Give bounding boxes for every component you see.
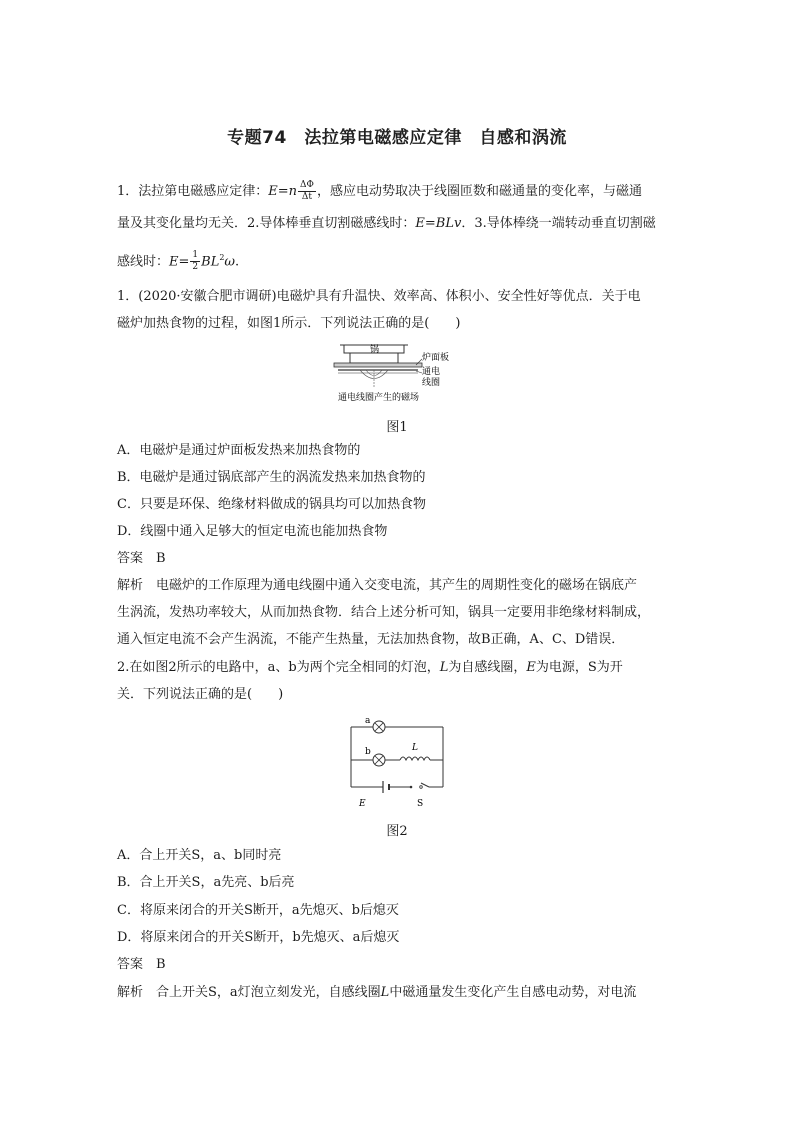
figure-label-panel: 炉面板 <box>422 353 450 363</box>
q2-stem-line-1 <box>117 659 623 677</box>
figure-1-induction-cooker <box>330 343 460 403</box>
figure-label-coil: 通电 <box>422 367 441 377</box>
q2-option-d: D．将原来闭合的开关S断开，b先熄灭、a后熄灭 <box>117 930 400 945</box>
formula: E=BLv <box>415 216 462 231</box>
q1-option-b: B．电磁炉是通过锅底部产生的涡流发热来加热食物的 <box>117 470 426 485</box>
figure-1-caption: 图1 <box>386 420 408 435</box>
summary-text: . <box>235 254 240 270</box>
summary-text: 量及其变化量均无关．2.导体棒垂直切割磁感线时： <box>117 216 416 231</box>
summary-text: ．3.导体棒绕一端转动垂直切割磁 <box>461 216 656 231</box>
fraction-denominator: Δt <box>301 192 313 202</box>
symbol-L: L <box>439 660 449 675</box>
summary-text: 感线时： <box>117 254 170 270</box>
summary-line-1 <box>117 180 642 203</box>
q2-stem-text: 2.在如图2所示的电路中，a、b为两个完全相同的灯泡， <box>117 660 440 675</box>
q2-stem-text: 为自感线圈， <box>448 660 527 675</box>
summary-line-2 <box>117 215 656 233</box>
label-b: b <box>365 747 371 757</box>
symbol-E: E <box>526 660 536 675</box>
fraction-denominator: 2 <box>192 262 199 273</box>
label-S: S <box>417 799 424 809</box>
q2-analysis-text: 解析 合上开关S，a灯泡立刻发光，自感线圈 <box>117 985 381 1000</box>
symbol-L: L <box>380 985 390 1000</box>
q2-analysis-line-1 <box>117 984 636 1002</box>
q1-analysis-line-2: 生涡流，发热功率较大，从而加热食物．结合上述分析可知，锅具一定要用非绝缘材料制成， <box>117 605 651 620</box>
q1-option-d: D．线圈中通入足够大的恒定电流也能加热食物 <box>117 524 388 539</box>
fraction <box>190 250 200 273</box>
label-E: E <box>359 799 366 809</box>
label-L: L <box>412 743 418 753</box>
figure-label-field: 通电线圈产生的磁场 <box>338 393 420 403</box>
fraction-numerator: ΔΦ <box>300 180 314 190</box>
figure-2-caption: 图2 <box>386 824 408 839</box>
q2-option-a: A．合上开关S，a、b同时亮 <box>117 848 282 863</box>
summary-line-3 <box>117 249 239 273</box>
q1-stem-line-2: 磁炉加热食物的过程，如图1所示．下列说法正确的是( ) <box>117 316 461 331</box>
page-title: 专题74 法拉第电磁感应定律 自感和涡流 <box>227 128 567 148</box>
fraction-numerator: 1 <box>192 250 199 261</box>
q1-option-c: C．只要是环保、绝缘材料做成的锅具均可以加热食物 <box>117 497 426 512</box>
formula: E=n <box>268 184 298 199</box>
formula: BL <box>201 254 220 270</box>
fraction <box>298 180 316 203</box>
summary-text: ，感应电动势取决于线圈匝数和磁通量的变化率，与磁通 <box>316 184 642 199</box>
q2-option-c: C．将原来闭合的开关S断开，a先熄灭、b后熄灭 <box>117 903 399 918</box>
q1-analysis-line-3: 通入恒定电流不会产生涡流，不能产生热量，无法加热食物，故B正确，A、C、D错误． <box>117 632 625 647</box>
q2-answer: 答案 B <box>117 957 166 972</box>
q2-analysis-text: 中磁通量发生变化产生自感电动势，对电流 <box>389 985 637 1000</box>
label-a: a <box>365 716 371 726</box>
q1-stem-line-1: 1．(2020·安徽合肥市调研)电磁炉具有升温快、效率高、体积小、安全性好等优点．关于电 <box>117 289 641 304</box>
superscript: 2 <box>219 253 225 262</box>
q2-stem-line-2: 关．下列说法正确的是( ) <box>117 687 284 702</box>
q1-analysis-line-1: 解析 电磁炉的工作原理为通电线圈中通入交变电流，其产生的周期性变化的磁场在锅底产 <box>117 578 638 593</box>
figure-label-coil: 线圈 <box>422 378 441 388</box>
figure-label-pot: 锅 <box>370 345 380 355</box>
q1-option-a: A．电磁炉是通过炉面板发热来加热食物的 <box>117 443 361 458</box>
summary-text: 1．法拉第电磁感应定律： <box>117 184 269 199</box>
q2-option-b: B．合上开关S，a先亮、b后亮 <box>117 875 295 890</box>
figure-2-circuit <box>343 712 458 812</box>
formula: ω <box>224 254 236 270</box>
q1-answer: 答案 B <box>117 551 166 566</box>
formula: E= <box>169 254 190 270</box>
q2-stem-text: 为电源，S为开 <box>535 660 623 675</box>
